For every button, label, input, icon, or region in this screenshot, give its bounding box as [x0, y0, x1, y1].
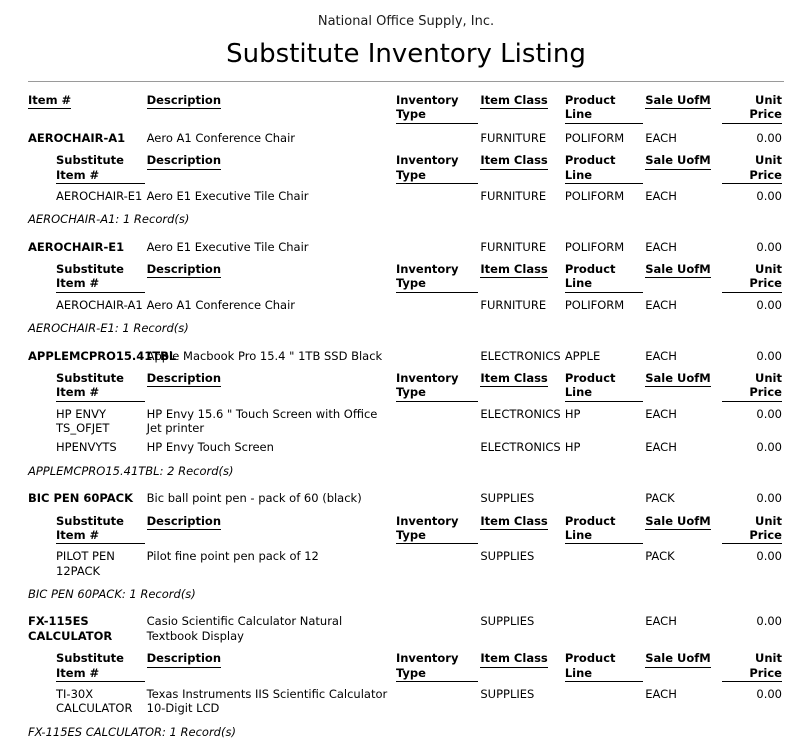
col-substitute-description: [147, 256, 396, 295]
table-row: [28, 186, 784, 205]
col-inventory-type: Inventory Type: [396, 90, 480, 127]
table-row: [28, 345, 784, 365]
substitute-sale-uofm: EACH: [645, 686, 677, 701]
col-substitute-product-line-label: Product Line: [565, 514, 643, 545]
col-substitute-item: [28, 508, 147, 547]
col-substitute-description-label: Description: [147, 651, 221, 667]
group-footer-row: [28, 580, 784, 610]
parent-sale-uofm: EACH: [645, 348, 677, 363]
col-substitute-product-line-label: Product Line: [565, 153, 643, 184]
parent-item-number: BIC PEN 60PACK: [28, 491, 134, 506]
substitute-column-header-row: [28, 147, 784, 186]
col-unit-price: Unit Price: [722, 90, 784, 127]
group-table: [28, 236, 784, 345]
col-substitute-inventory-type-label: Inventory Type: [396, 153, 478, 184]
col-substitute-unit-price-label: Unit Price: [722, 262, 782, 293]
substitute-product-line: POLIFORM: [564, 297, 625, 312]
col-substitute-unit-price: [722, 365, 784, 404]
parent-item-class: ELECTRONICS: [480, 348, 561, 363]
col-substitute-item-label: Substitute Item #: [56, 153, 145, 184]
report-page: [0, 14, 812, 739]
parent-description: Aero A1 Conference Chair: [146, 130, 296, 145]
substitute-product-line: [565, 546, 645, 580]
col-substitute-product-line-label: Product Line: [565, 371, 643, 402]
parent-unit-price: 0.00: [756, 491, 782, 506]
col-substitute-sale-uofm: [645, 508, 721, 547]
parent-item-number: AEROCHAIR-E1: [28, 239, 125, 254]
substitute-item-class: ELECTRONICS: [480, 406, 561, 421]
substitute-item-number: HPENVYTS: [56, 440, 117, 455]
substitute-unit-price: 0.00: [756, 440, 782, 455]
parent-sale-uofm: PACK: [645, 491, 675, 506]
col-item-class: Item Class: [480, 90, 564, 127]
col-substitute-inventory-type-label: Inventory Type: [396, 262, 478, 293]
col-substitute-product-line: [565, 365, 645, 404]
group-record-count: AEROCHAIR-A1: 1 Record(s): [28, 212, 190, 227]
substitute-description: Aero E1 Executive Tile Chair: [146, 188, 309, 203]
group-table: [28, 127, 784, 236]
substitute-column-header-row: [28, 365, 784, 404]
inventory-groups: [28, 127, 784, 748]
col-substitute-item-label: Substitute Item #: [56, 262, 145, 293]
substitute-product-line: HP: [564, 406, 581, 421]
substitute-product-line: HP: [564, 440, 581, 455]
col-substitute-item-class-label: Item Class: [480, 153, 547, 169]
substitute-description: Texas Instruments IIS Scientific Calculator 10-Digit LCD: [146, 686, 388, 716]
substitute-sale-uofm: EACH: [645, 297, 677, 312]
parent-item-class: SUPPLIES: [480, 614, 535, 629]
col-substitute-description-label: Description: [147, 371, 221, 387]
col-substitute-sale-uofm: [645, 645, 721, 684]
parent-item-class: SUPPLIES: [480, 491, 535, 506]
table-row: [28, 127, 784, 147]
col-substitute-inventory-type: [396, 256, 480, 295]
substitute-unit-price: 0.00: [756, 549, 782, 564]
substitute-description: HP Envy 15.6 " Touch Screen with Office Jet printer: [146, 406, 378, 435]
col-sale-uofm: Sale UofM: [645, 90, 721, 127]
parent-inventory-type: [396, 345, 480, 365]
main-column-header: [28, 90, 784, 127]
col-substitute-item-class-label: Item Class: [480, 262, 547, 278]
page-title: Substitute Inventory Listing: [226, 39, 586, 69]
substitute-item-number: AEROCHAIR-A1: [56, 297, 143, 312]
substitute-item-class: SUPPLIES: [480, 686, 535, 701]
parent-description: Casio Scientific Calculator Natural Textbook Display: [146, 614, 343, 643]
col-substitute-item-class: [480, 645, 564, 684]
col-substitute-sale-uofm-label: Sale UofM: [645, 514, 710, 530]
parent-item-number: FX-115ES CALCULATOR: [28, 614, 113, 643]
table-row: [28, 546, 784, 580]
parent-item-number: APPLEMCPRO15.41TBL: [28, 348, 177, 363]
col-substitute-inventory-type: [396, 508, 480, 547]
group-table: [28, 345, 784, 488]
group-footer-row: [28, 718, 784, 748]
company-name: National Office Supply, Inc.: [317, 14, 495, 29]
col-substitute-inventory-type-label: Inventory Type: [396, 651, 478, 682]
col-substitute-item-class: [480, 256, 564, 295]
substitute-unit-price: 0.00: [756, 297, 782, 312]
group-footer-row: [28, 457, 784, 487]
col-substitute-inventory-type: [396, 147, 480, 186]
group-record-count: BIC PEN 60PACK: 1 Record(s): [28, 587, 196, 601]
substitute-inventory-type: [396, 684, 480, 718]
substitute-inventory-type: [396, 186, 480, 205]
parent-inventory-type: [396, 487, 480, 507]
substitute-item-number: AEROCHAIR-E1: [56, 188, 143, 203]
group-record-count: AEROCHAIR-E1: 1 Record(s): [28, 321, 189, 336]
col-substitute-item-class-label: Item Class: [480, 651, 547, 667]
col-substitute-description: [147, 147, 396, 186]
substitute-description: Aero A1 Conference Chair: [146, 297, 296, 312]
col-substitute-product-line-label: Product Line: [565, 262, 643, 293]
substitute-product-line: [565, 684, 645, 718]
substitute-column-header-row: [28, 508, 784, 547]
parent-unit-price: 0.00: [756, 614, 782, 629]
col-substitute-inventory-type-label: Inventory Type: [396, 514, 478, 545]
parent-description: Bic ball point pen - pack of 60 (black): [146, 491, 362, 506]
col-substitute-unit-price: [722, 147, 784, 186]
col-product-line: Product Line: [565, 90, 645, 127]
parent-description: Apple Macbook Pro 15.4 " 1TB SSD Black: [146, 348, 383, 363]
table-row: [28, 295, 784, 314]
col-substitute-product-line: [565, 256, 645, 295]
inventory-group: [28, 127, 784, 236]
substitute-inventory-type: [396, 295, 480, 314]
parent-inventory-type: [396, 127, 480, 147]
inventory-group: [28, 236, 784, 345]
parent-inventory-type: [396, 610, 480, 645]
col-substitute-sale-uofm-label: Sale UofM: [645, 651, 710, 667]
col-substitute-sale-uofm-label: Sale UofM: [645, 262, 710, 278]
parent-unit-price: 0.00: [756, 130, 782, 145]
parent-item-class: FURNITURE: [480, 130, 547, 145]
col-substitute-inventory-type: [396, 365, 480, 404]
col-substitute-unit-price: [722, 645, 784, 684]
substitute-description: Pilot fine point pen pack of 12: [146, 549, 319, 564]
substitute-sale-uofm: EACH: [645, 440, 677, 455]
col-substitute-sale-uofm-label: Sale UofM: [645, 153, 710, 169]
col-substitute-sale-uofm-label: Sale UofM: [645, 371, 710, 387]
col-substitute-product-line: [565, 508, 645, 547]
substitute-product-line: POLIFORM: [564, 188, 625, 203]
col-substitute-description: [147, 365, 396, 404]
substitute-item-class: FURNITURE: [480, 297, 547, 312]
col-substitute-sale-uofm: [645, 256, 721, 295]
col-substitute-unit-price-label: Unit Price: [722, 153, 782, 184]
col-substitute-item-label: Substitute Item #: [56, 514, 145, 545]
parent-product-line: APPLE: [564, 348, 601, 363]
substitute-column-header-row: [28, 256, 784, 295]
substitute-item-class: SUPPLIES: [480, 549, 535, 564]
col-substitute-item: [28, 256, 147, 295]
inventory-group: [28, 345, 784, 488]
inventory-group: [28, 487, 784, 610]
group-table: [28, 487, 784, 610]
substitute-column-header-row: [28, 645, 784, 684]
substitute-item-class: FURNITURE: [480, 188, 547, 203]
substitute-inventory-type: [396, 404, 480, 438]
parent-sale-uofm: EACH: [645, 614, 677, 629]
col-substitute-unit-price-label: Unit Price: [722, 651, 782, 682]
col-substitute-item-class-label: Item Class: [480, 371, 547, 387]
header-divider: [28, 81, 784, 82]
parent-product-line: [565, 610, 645, 645]
col-substitute-unit-price: [722, 256, 784, 295]
parent-unit-price: 0.00: [756, 348, 782, 363]
col-item: Item #: [28, 90, 147, 127]
col-substitute-description-label: Description: [147, 514, 221, 530]
substitute-sale-uofm: EACH: [645, 406, 677, 421]
group-record-count: FX-115ES CALCULATOR: 1 Record(s): [28, 724, 236, 739]
substitute-unit-price: 0.00: [756, 406, 782, 421]
column-header-row: [28, 90, 784, 127]
col-substitute-item-class-label: Item Class: [480, 514, 547, 530]
substitute-inventory-type: [396, 437, 480, 456]
table-row: [28, 236, 784, 256]
parent-sale-uofm: EACH: [645, 130, 677, 145]
col-substitute-item-class: [480, 365, 564, 404]
col-substitute-unit-price-label: Unit Price: [722, 514, 782, 545]
parent-product-line: [565, 487, 645, 507]
col-substitute-description-label: Description: [147, 262, 221, 278]
col-substitute-unit-price: [722, 508, 784, 547]
col-substitute-sale-uofm: [645, 365, 721, 404]
table-row: [28, 404, 784, 438]
parent-item-class: FURNITURE: [480, 239, 547, 254]
col-substitute-inventory-type-label: Inventory Type: [396, 371, 478, 402]
col-description: Description: [147, 90, 396, 127]
col-substitute-sale-uofm: [645, 147, 721, 186]
parent-sale-uofm: EACH: [645, 239, 677, 254]
col-substitute-inventory-type: [396, 645, 480, 684]
substitute-item-number: TI-30X CALCULATOR: [56, 686, 133, 716]
table-row: [28, 487, 784, 507]
table-row: [28, 610, 784, 645]
substitute-unit-price: 0.00: [756, 188, 782, 203]
col-substitute-product-line: [565, 147, 645, 186]
col-substitute-description: [147, 645, 396, 684]
substitute-unit-price: 0.00: [756, 686, 782, 701]
inventory-group: [28, 610, 784, 748]
col-substitute-item: [28, 365, 147, 404]
parent-inventory-type: [396, 236, 480, 256]
col-substitute-item-label: Substitute Item #: [56, 371, 145, 402]
group-record-count: APPLEMCPRO15.41TBL: 2 Record(s): [28, 463, 234, 478]
substitute-inventory-type: [396, 546, 480, 580]
col-substitute-item: [28, 147, 147, 186]
substitute-item-class: ELECTRONICS: [480, 440, 561, 455]
col-substitute-item-class: [480, 508, 564, 547]
parent-item-number: AEROCHAIR-A1: [28, 130, 126, 145]
report-body: [28, 90, 784, 748]
substitute-sale-uofm: EACH: [645, 188, 677, 203]
substitute-item-number: PILOT PEN 12PACK: [56, 549, 115, 578]
col-substitute-description-label: Description: [147, 153, 221, 169]
substitute-description: HP Envy Touch Screen: [146, 440, 274, 455]
table-row: [28, 684, 784, 718]
group-footer-row: [28, 314, 784, 344]
col-substitute-item: [28, 645, 147, 684]
substitute-sale-uofm: PACK: [645, 549, 675, 564]
col-substitute-item-class: [480, 147, 564, 186]
col-substitute-product-line-label: Product Line: [565, 651, 643, 682]
col-substitute-unit-price-label: Unit Price: [722, 371, 782, 402]
col-substitute-item-label: Substitute Item #: [56, 651, 145, 682]
col-substitute-product-line: [565, 645, 645, 684]
parent-description: Aero E1 Executive Tile Chair: [146, 239, 309, 254]
parent-product-line: POLIFORM: [564, 130, 625, 145]
parent-unit-price: 0.00: [756, 239, 782, 254]
col-substitute-description: [147, 508, 396, 547]
table-row: [28, 437, 784, 456]
parent-product-line: POLIFORM: [564, 239, 625, 254]
group-table: [28, 610, 784, 748]
group-footer-row: [28, 205, 784, 235]
substitute-item-number: HP ENVY TS_OFJET: [56, 406, 110, 435]
